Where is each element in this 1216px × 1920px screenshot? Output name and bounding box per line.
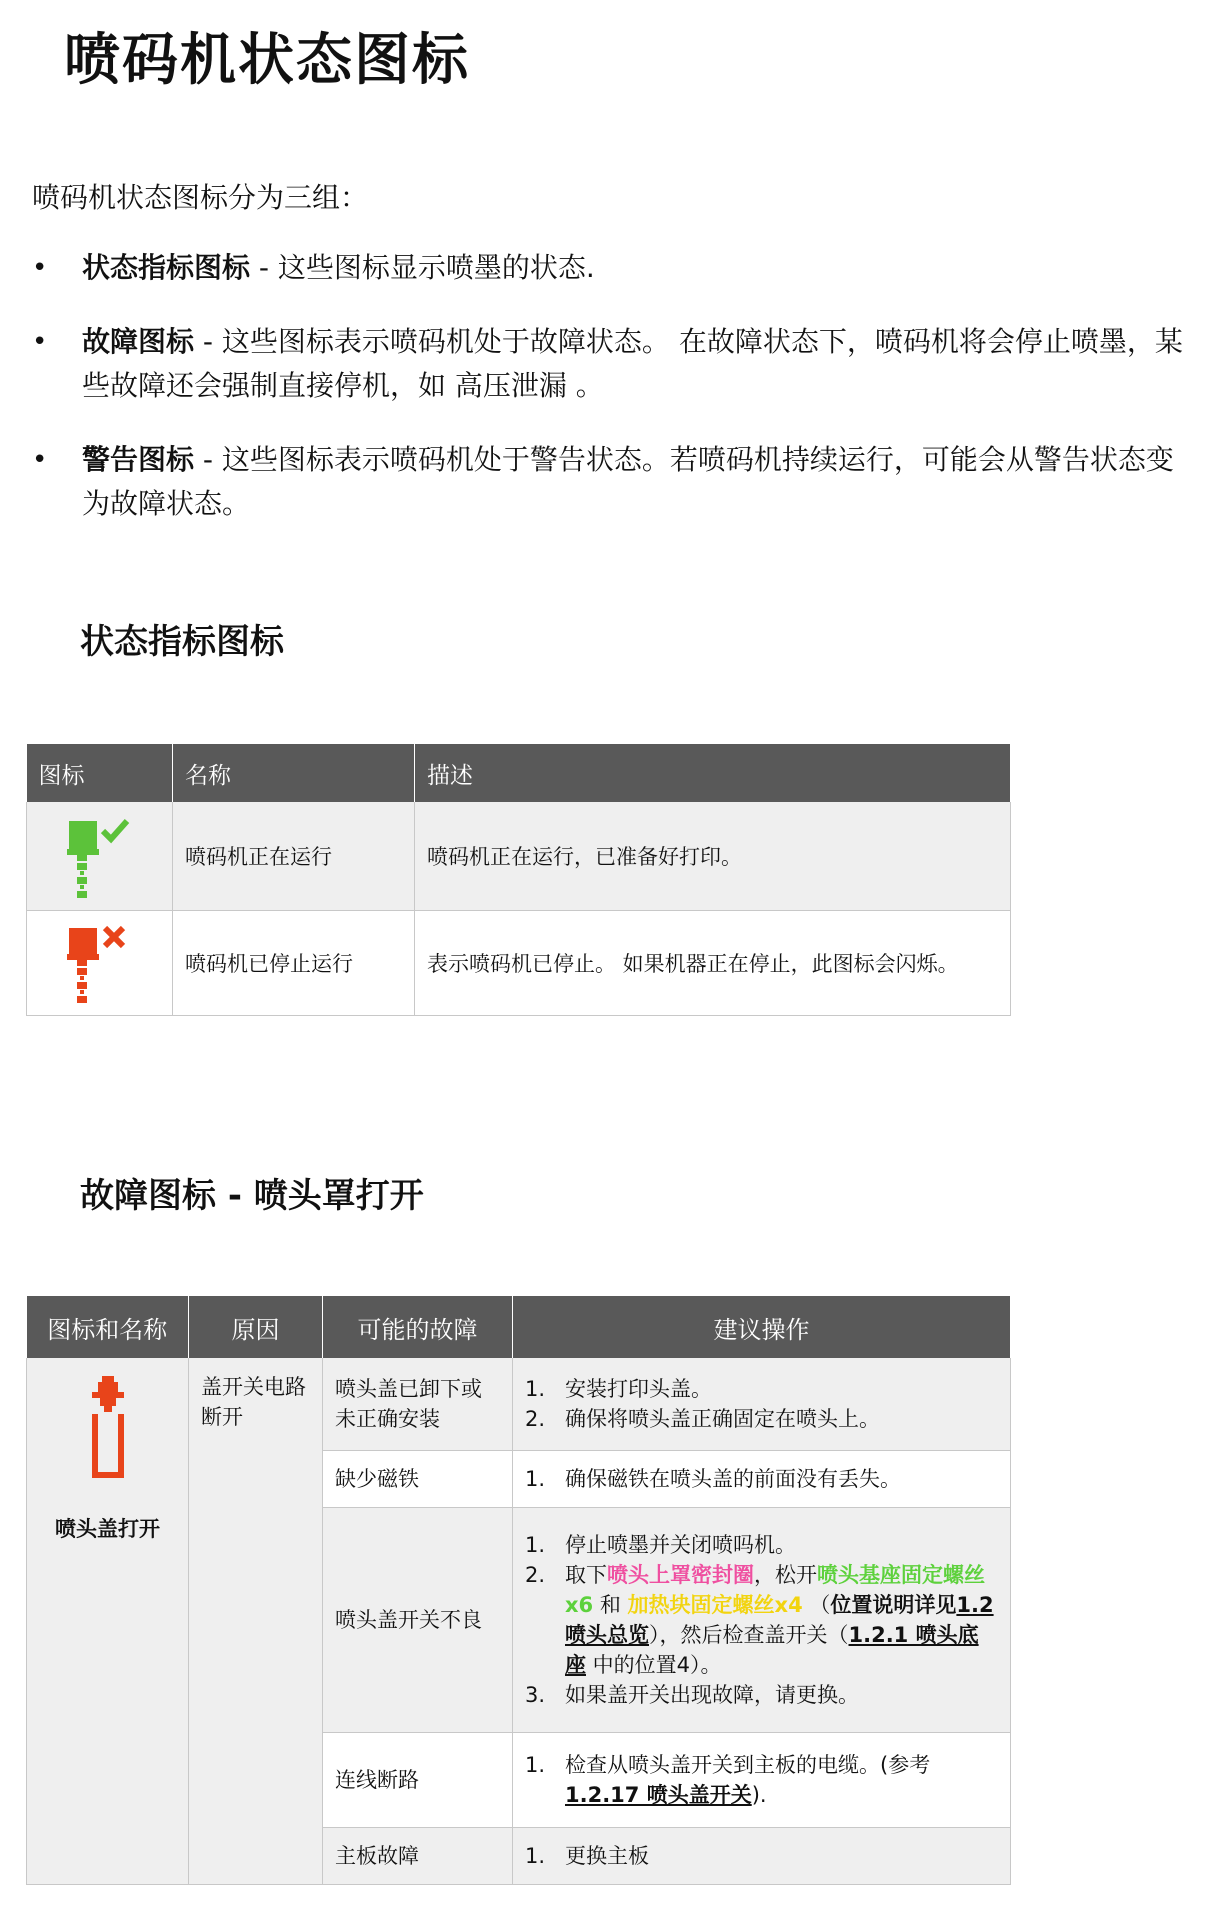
column-header: 图标和名称 [27, 1296, 189, 1358]
bullet-term: 状态指标图标 [82, 251, 251, 284]
status-description: 喷码机正在运行，已准备好打印。 [415, 802, 1011, 911]
bullet-text: - 这些图标显示喷墨的状态. [250, 251, 595, 284]
step-list [525, 1464, 998, 1494]
icon-cell [27, 911, 173, 1016]
column-header: 描述 [415, 744, 1011, 802]
intro-text: 喷码机状态图标分为三组： [32, 181, 369, 214]
bullet-term: 警告图标 [82, 443, 195, 476]
section-title-status: 状态指标图标 [80, 622, 284, 662]
section-title-fault: 故障图标 - 喷头罩打开 [80, 1176, 424, 1216]
fault-icon-table [26, 1296, 1011, 1885]
step-item: 1. 更换主板 [525, 1844, 649, 1868]
printer-running-icon [63, 811, 143, 901]
status-description: 表示喷码机已停止。 如果机器正在停止，此图标会闪烁。 [415, 911, 1011, 1016]
table-row [27, 911, 1011, 1016]
bullet-item: • 故障图标 - 这些图标表示喷码机处于故障状态。 在故障状态下，喷码机将会停止喷墨，某些故障还会强制直接停机，如 高压泄漏 。 [32, 325, 1183, 402]
action-cell [513, 1733, 1011, 1828]
bullet-item: • 警告图标 - 这些图标表示喷码机处于警告状态。若喷码机持续运行，可能会从警告状态变为故障状态。 [32, 443, 1174, 520]
page-title: 喷码机状态图标 [64, 28, 470, 93]
bullet-item: • 状态指标图标 - 这些图标显示喷墨的状态. [32, 251, 595, 284]
fault-cell: 连线断路 [323, 1733, 513, 1828]
column-header: 原因 [189, 1296, 323, 1358]
step-list [525, 1374, 998, 1434]
link-cover-switch[interactable]: 1.2.17 喷头盖开关 [565, 1783, 752, 1807]
status-name: 喷码机正在运行 [173, 802, 415, 911]
link-base[interactable]: 1.2.1 喷头底座 [565, 1623, 979, 1677]
table-row [27, 802, 1011, 911]
step-item: 1. 停止喷墨并关闭喷吗机。 [525, 1533, 796, 1557]
fault-cell: 喷头盖已卸下或未正确安装 [323, 1358, 513, 1451]
step-item: 2. 确保将喷头盖正确固定在喷头上。 [525, 1407, 880, 1431]
bullet-list [32, 246, 1192, 556]
action-cell [513, 1508, 1011, 1733]
column-header: 可能的故障 [323, 1296, 513, 1358]
step-item: 1. 安装打印头盖。 [525, 1377, 712, 1401]
icon-label: 喷头盖打开 [55, 1517, 160, 1541]
action-cell [513, 1828, 1011, 1885]
bullet-text: - 这些图标表示喷码机处于故障状态。 在故障状态下，喷码机将会停止喷墨，某些故障还会强制直接停机，如 高压泄漏 。 [82, 325, 1183, 402]
column-header: 图标 [27, 744, 173, 802]
fault-cell: 主板故障 [323, 1828, 513, 1885]
status-icon-table [26, 744, 1011, 1016]
bullet-text: - 这些图标表示喷码机处于警告状态。若喷码机持续运行，可能会从警告状态变为故障状态。 [82, 443, 1174, 520]
printhead-cover-open-icon [78, 1374, 138, 1484]
step-item: 1. 检查从喷头盖开关到主板的电缆。(参考 1.2.17 喷头盖开关). [525, 1753, 931, 1807]
icon-name-cell [27, 1358, 189, 1885]
step-list [525, 1750, 998, 1810]
icon-cell [27, 802, 173, 911]
action-cell [513, 1358, 1011, 1451]
step-item: 2. 取下喷头上罩密封圈，松开喷头基座固定螺丝x6 和 加热块固定螺丝x4 （位置说明详见1.2 喷头总览），然后检查盖开关（1.2.1 喷头底座 中的位置4）。 [525, 1563, 994, 1677]
step-list [525, 1530, 998, 1710]
cause-cell: 盖开关电路断开 [189, 1358, 323, 1885]
column-header: 名称 [173, 744, 415, 802]
fault-cell: 缺少磁铁 [323, 1451, 513, 1508]
action-cell [513, 1451, 1011, 1508]
link-overview[interactable]: 1.2 喷头总览 [565, 1593, 994, 1647]
table-row [27, 1358, 1011, 1451]
step-list [525, 1841, 998, 1871]
fault-cell: 喷头盖开关不良 [323, 1508, 513, 1733]
bullet-term: 故障图标 [82, 325, 195, 358]
column-header: 建议操作 [513, 1296, 1011, 1358]
step-item: 3. 如果盖开关出现故障，请更换。 [525, 1683, 859, 1707]
status-name: 喷码机已停止运行 [173, 911, 415, 1016]
printer-stopped-icon [63, 920, 143, 1006]
step-item: 1. 确保磁铁在喷头盖的前面没有丢失。 [525, 1467, 901, 1491]
